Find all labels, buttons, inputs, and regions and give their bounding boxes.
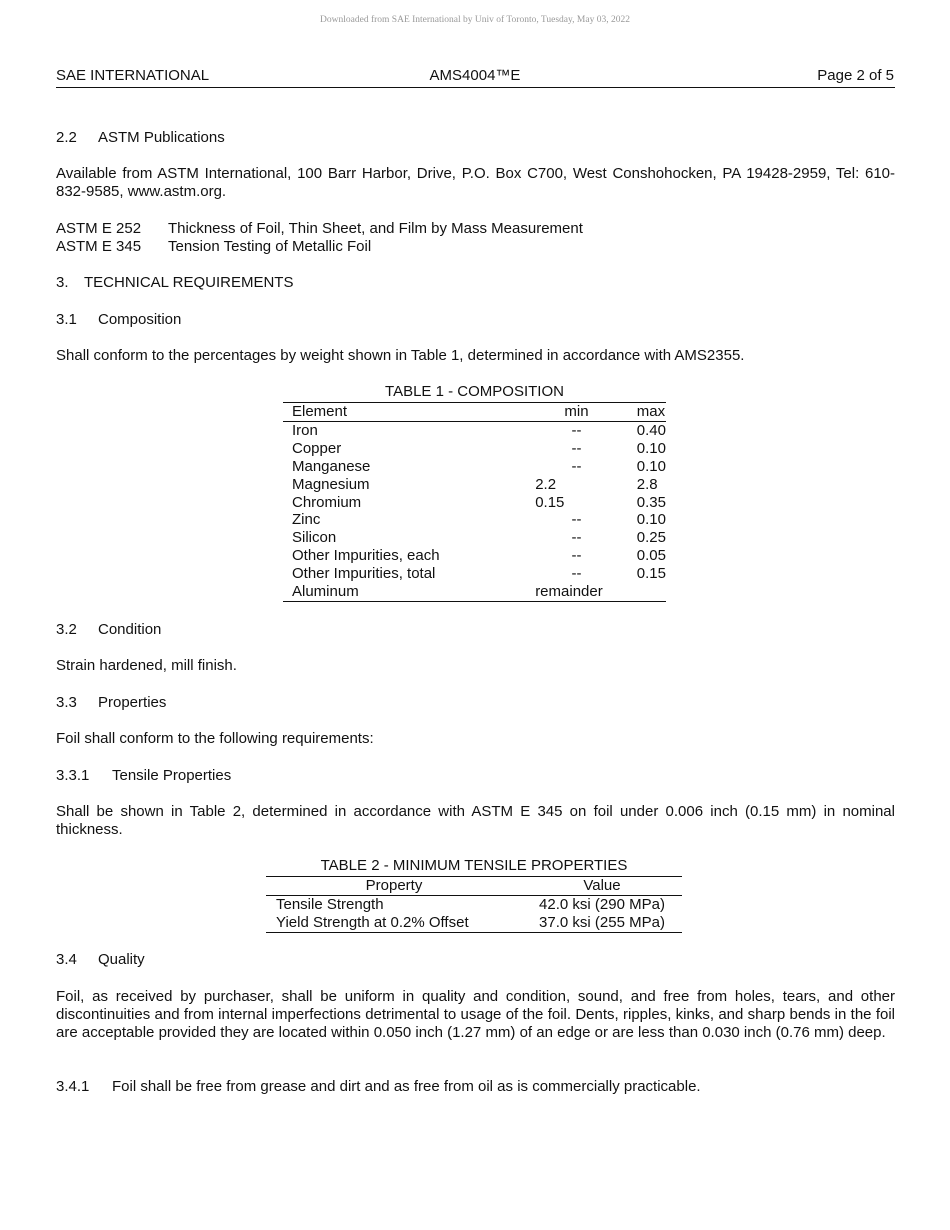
min-cell: --	[571, 529, 582, 547]
table-row	[283, 583, 666, 601]
element-cell: Zinc	[292, 511, 321, 529]
section-3-4-heading	[56, 951, 145, 969]
min-cell: --	[571, 565, 582, 583]
reference-row	[56, 238, 371, 256]
reference-title: Thickness of Foil, Thin Sheet, and Film by Mass Measurement	[168, 220, 583, 237]
header-org: SAE INTERNATIONAL	[56, 67, 210, 84]
composition-table	[283, 402, 666, 602]
section-title: Quality	[98, 951, 145, 968]
section-number: 3.3	[56, 694, 77, 711]
element-cell: Silicon	[292, 529, 337, 547]
header-rule	[56, 87, 895, 88]
max-cell: 0.40	[636, 421, 666, 439]
max-cell: 0.10	[636, 511, 666, 529]
section-3-2-heading	[56, 621, 161, 639]
condition-text: Strain hardened, mill finish.	[56, 657, 237, 674]
max-cell: 0.05	[636, 547, 666, 565]
max-cell: 0.25	[636, 529, 666, 547]
table-row	[283, 511, 666, 529]
astm-availability-text: Available from ASTM International, 100 Barr Harbor, Drive, P.O. Box C700, West Conshohocken, PA 19428-2959, Tel: 610-832-9585, www.astm.org.	[56, 165, 895, 200]
section-3-4-1-paragraph	[56, 1078, 701, 1096]
section-number: 3.4	[56, 951, 77, 968]
section-title: Tensile Properties	[112, 767, 232, 784]
section-3-3-heading	[56, 694, 166, 712]
table-row	[283, 529, 666, 547]
min-cell: --	[571, 421, 582, 439]
max-cell	[628, 583, 666, 601]
table-row	[283, 476, 666, 494]
property-cell: Yield Strength at 0.2% Offset	[276, 913, 469, 931]
header-doc-id: AMS4004™E	[429, 67, 521, 84]
table-row	[283, 565, 666, 583]
column-header: Value	[522, 877, 682, 896]
min-cell: --	[571, 457, 582, 475]
table-row	[283, 421, 666, 439]
value-cell: 42.0 ksi (290 MPa)	[539, 895, 665, 913]
quality-text: Foil, as received by purchaser, shall be uniform in quality and condition, sound, and free from holes, tears, and other discontinuities and from internal imperfections detrimental to usage of the foil. Dents, ripples, kinks, and sharp bends in the foil are acceptable provided they are located within 0.050 inch (1.27 mm) of an edge or are less than 0.030 inch (0.76 mm) deep.	[56, 988, 895, 1041]
header-page-number: Page 2 of 5	[817, 67, 894, 84]
reference-code: ASTM E 252	[56, 220, 142, 237]
column-header: max	[628, 403, 666, 422]
section-3-3-1-heading	[56, 767, 231, 785]
element-cell: Copper	[292, 439, 342, 457]
section-title: Composition	[98, 311, 182, 328]
element-cell: Iron	[292, 421, 318, 439]
section-3-1-heading	[56, 311, 181, 329]
value-cell: 37.0 ksi (255 MPa)	[539, 913, 665, 931]
max-cell: 0.10	[636, 457, 666, 475]
min-cell: 0.15	[535, 493, 565, 511]
section-title: Properties	[98, 694, 167, 711]
element-cell: Aluminum	[292, 583, 359, 601]
table-1-caption: TABLE 1 - COMPOSITION	[385, 383, 564, 400]
table-header-row	[283, 403, 666, 422]
reference-row	[56, 220, 583, 238]
section-title: TECHNICAL REQUIREMENTS	[84, 274, 294, 291]
min-cell: 2.2	[535, 475, 557, 493]
section-number: 3.2	[56, 621, 77, 638]
tensile-properties-table	[266, 876, 682, 933]
reference-code: ASTM E 345	[56, 238, 142, 255]
table-2-caption: TABLE 2 - MINIMUM TENSILE PROPERTIES	[320, 857, 628, 874]
min-cell: remainder	[535, 583, 603, 601]
section-text: Foil shall be free from grease and dirt and as free from oil as is commercially practicable.	[112, 1078, 701, 1095]
section-2-2-heading	[56, 129, 225, 147]
section-number: 3.1	[56, 311, 77, 328]
element-cell: Other Impurities, total	[292, 565, 436, 583]
max-cell: 2.8	[636, 475, 658, 493]
table-row	[283, 440, 666, 458]
table-row	[266, 914, 682, 932]
properties-text: Foil shall conform to the following requirements:	[56, 730, 374, 747]
table-row	[266, 895, 682, 913]
table-header-row	[266, 877, 682, 896]
section-number: 3.4.1	[56, 1078, 90, 1095]
section-title: ASTM Publications	[98, 129, 225, 146]
min-cell: --	[571, 511, 582, 529]
property-cell: Tensile Strength	[276, 895, 384, 913]
section-number: 2.2	[56, 129, 77, 146]
reference-title: Tension Testing of Metallic Foil	[168, 238, 372, 255]
table-row	[283, 458, 666, 476]
column-header: Element	[283, 403, 525, 422]
min-cell: --	[571, 439, 582, 457]
table-row	[283, 494, 666, 512]
tensile-properties-text: Shall be shown in Table 2, determined in accordance with ASTM E 345 on foil under 0.006 inch (0.15 mm) in nominal thickness.	[56, 803, 895, 838]
section-title: Condition	[98, 621, 162, 638]
composition-text: Shall conform to the percentages by weight shown in Table 1, determined in accordance with AMS2355.	[56, 347, 745, 364]
max-cell: 0.10	[636, 439, 666, 457]
element-cell: Other Impurities, each	[292, 547, 440, 565]
table-row	[283, 547, 666, 565]
section-3-heading	[56, 274, 293, 292]
max-cell: 0.35	[636, 493, 666, 511]
section-number: 3.	[56, 274, 69, 291]
max-cell: 0.15	[636, 565, 666, 583]
element-cell: Manganese	[292, 457, 371, 475]
download-watermark: Downloaded from SAE International by Univ of Toronto, Tuesday, May 03, 2022	[320, 15, 630, 25]
min-cell: --	[571, 547, 582, 565]
column-header: min	[525, 403, 628, 422]
column-header: Property	[266, 877, 522, 896]
element-cell: Chromium	[292, 493, 362, 511]
section-number: 3.3.1	[56, 767, 90, 784]
element-cell: Magnesium	[292, 475, 370, 493]
